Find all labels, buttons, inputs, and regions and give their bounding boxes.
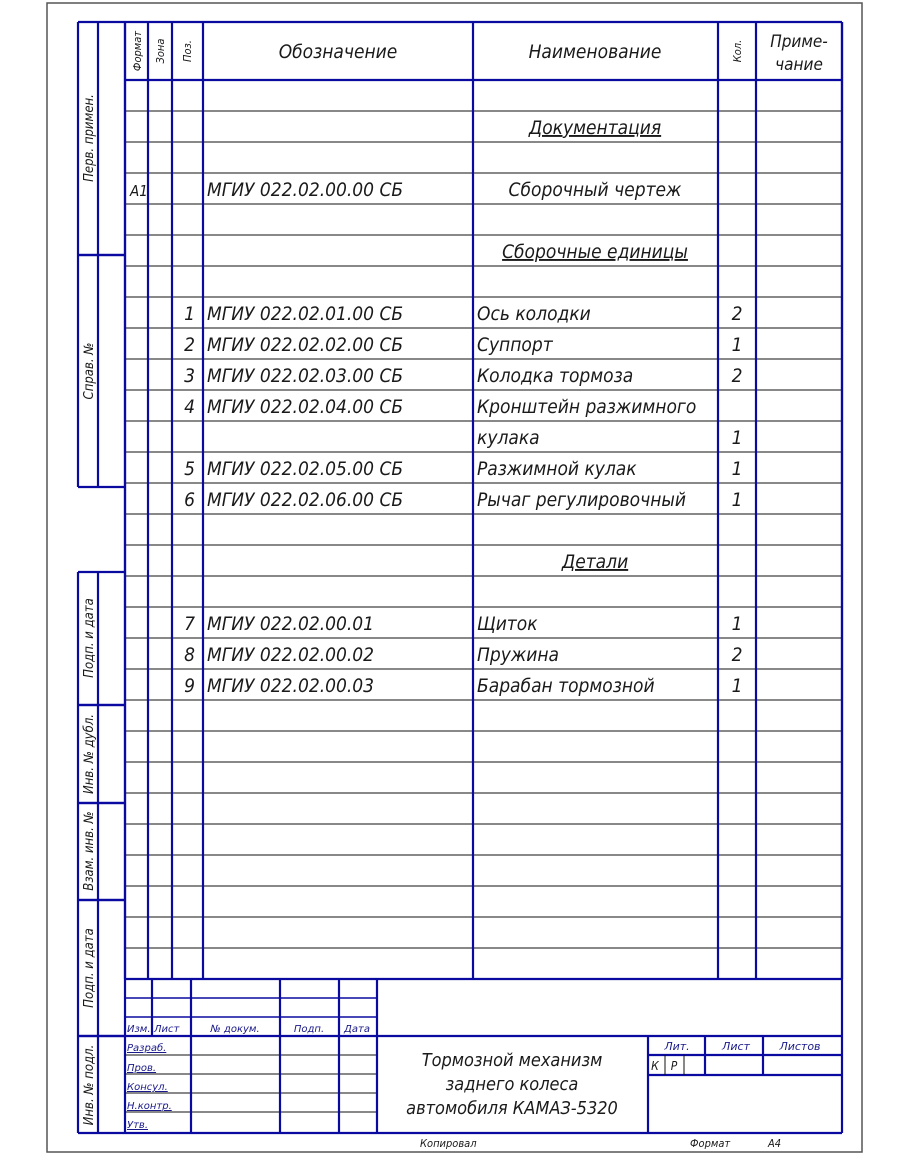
role-utv: Утв. [127, 1120, 148, 1131]
cell-designation: МГИУ 022.02.04.00 СБ [207, 396, 404, 418]
side-stamp-inv-dubl: Инв. № дубл. [82, 713, 97, 795]
cell-designation: МГИУ 022.02.02.00 СБ [207, 334, 404, 356]
side-stamp-podp-data-1: Подп. и дата [82, 598, 97, 678]
cell-name: Рычаг регулировочный [477, 489, 687, 511]
change-header-data: Дата [344, 1024, 370, 1035]
copied-label: Копировал [420, 1137, 477, 1150]
cell-designation: МГИУ 022.02.00.02 [207, 644, 375, 666]
doc-title-line3: автомобиля КАМАЗ-5320 [406, 1098, 618, 1119]
header-pos: Поз. [181, 40, 194, 62]
cell-qty: 2 [731, 303, 743, 325]
role-konsul: Консул. [127, 1082, 168, 1093]
cell-name: Щиток [477, 613, 538, 635]
sheets-label: Листов [779, 1040, 821, 1053]
side-stamp-perv-primen: Перв. примен. [82, 94, 97, 182]
side-stamp-vzam-inv: Взам. инв. № [82, 811, 97, 891]
cell-designation: МГИУ 022.02.00.01 [207, 613, 375, 635]
cell-designation: МГИУ 022.02.01.00 СБ [207, 303, 404, 325]
cell-designation: МГИУ 022.02.05.00 СБ [207, 458, 404, 480]
change-header-list: Лист [154, 1024, 180, 1035]
side-stamp-inv-podl: Инв. № подл. [82, 1044, 97, 1126]
doc-title-line2: заднего колеса [445, 1074, 579, 1095]
cell-format: A1 [130, 182, 148, 200]
section-heading: Сборочные единицы [502, 241, 688, 263]
role-razrab: Разраб. [127, 1043, 167, 1054]
cell-designation: МГИУ 022.02.03.00 СБ [207, 365, 404, 387]
header-note-line2: чание [775, 55, 823, 75]
header-note-line1: Приме- [770, 32, 828, 52]
cell-name: Колодка тормоза [477, 365, 634, 387]
header-name: Наименование [528, 41, 662, 63]
cell-name: Ось колодки [477, 303, 591, 325]
cell-name: Сборочный чертеж [508, 179, 682, 201]
cell-qty: 1 [731, 489, 743, 511]
side-stamps [82, 94, 97, 1125]
side-stamp-sprav-no: Справ. № [82, 342, 97, 400]
header-zone: Зона [154, 38, 167, 64]
lit-label: Лит. [664, 1040, 690, 1053]
cell-pos: 1 [184, 303, 195, 325]
cell-qty: 1 [731, 427, 743, 449]
section-heading: Детали [561, 551, 629, 573]
header-qty: Кол. [731, 39, 744, 63]
cell-pos: 6 [184, 489, 195, 511]
role-nkontr: Н.контр. [127, 1101, 172, 1112]
cell-name: кулака [477, 427, 540, 449]
title-block [127, 1024, 821, 1150]
cell-qty: 2 [731, 365, 743, 387]
cell-pos: 8 [184, 644, 195, 666]
cell-designation: МГИУ 022.02.00.03 [207, 675, 375, 697]
cell-pos: 9 [184, 675, 195, 697]
cell-name: Барабан тормозной [477, 675, 655, 697]
lit-value-k: К [651, 1059, 659, 1073]
change-header-izm: Изм. [127, 1024, 151, 1035]
cell-pos: 7 [184, 613, 195, 635]
cell-qty: 2 [731, 644, 743, 666]
cell-name: Кронштейн разжимного [477, 396, 697, 418]
doc-title-line1: Тормозной механизм [421, 1050, 603, 1071]
grid-lines [78, 22, 842, 1133]
cell-qty: 1 [731, 613, 743, 635]
cell-name: Пружина [477, 644, 559, 666]
cell-qty: 1 [731, 675, 743, 697]
lit-value-r: Р [670, 1059, 678, 1073]
cell-designation: МГИУ 022.02.06.00 СБ [207, 489, 404, 511]
format-label: Формат [690, 1137, 731, 1150]
change-header-doc-no: № докум. [210, 1024, 260, 1035]
cell-qty: 1 [731, 334, 743, 356]
cell-pos: 5 [184, 458, 195, 480]
cell-name: Суппорт [477, 334, 553, 356]
cell-name: Разжимной кулак [477, 458, 637, 480]
header-format: Формат [131, 30, 144, 72]
cell-pos: 2 [184, 334, 195, 356]
role-prov: Пров. [127, 1063, 157, 1074]
header-designation: Обозначение [278, 41, 398, 63]
change-header-podp: Подп. [293, 1024, 325, 1035]
table-header [131, 31, 828, 75]
cell-pos: 4 [184, 396, 195, 418]
sheet-label: Лист [722, 1040, 750, 1053]
cell-qty: 1 [731, 458, 743, 480]
format-value: А4 [768, 1137, 782, 1150]
cell-pos: 3 [184, 365, 195, 387]
section-heading: Документация [528, 117, 662, 139]
cell-designation: МГИУ 022.02.00.00 СБ [207, 179, 404, 201]
side-stamp-podp-data-2: Подп. и дата [82, 928, 97, 1008]
